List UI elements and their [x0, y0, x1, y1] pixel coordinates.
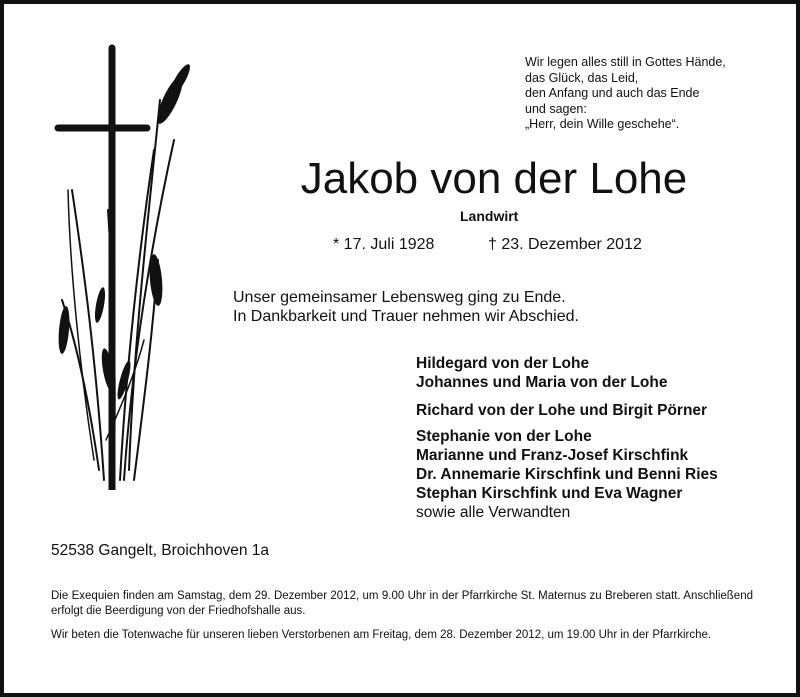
death-date: † 23. Dezember 2012: [488, 236, 642, 253]
address: 52538 Gangelt, Broichhoven 1a: [51, 542, 270, 559]
verse-line: das Glück, das Leid,: [525, 70, 639, 85]
mourner: Stephanie von der Lohe: [416, 428, 592, 445]
funeral-notice: Die Exequien finden am Samstag, dem 29. Dezember 2012, um 9.00 Uhr in der Pfarrkirche St. Maternus zu Breberen statt. Anschließend erfolgt die Beerdigung von der Friedhofshalle aus.: [51, 590, 753, 617]
birth-date: * 17. Juli 1928: [333, 236, 435, 253]
verse-line: Wir legen alles still in Gottes Hände,: [525, 55, 726, 69]
verse-line: „Herr, dein Wille geschehe“.: [525, 117, 680, 131]
wake-notice: Wir beten die Totenwache für unseren lieben Verstorbenen am Freitag, dem 28. Dezember 2012, um 19.00 Uhr in der Pfarrkirche.: [51, 629, 712, 641]
mourner: Johannes und Maria von der Lohe: [416, 374, 668, 391]
mourner: Richard von der Lohe und Birgit Pörner: [416, 402, 708, 419]
mourner: Dr. Annemarie Kirschfink und Benni Ries: [416, 466, 718, 483]
mourners-group-3: [416, 427, 718, 522]
deceased-name: Jakob von der Lohe: [300, 154, 688, 203]
mourners-group-1: [416, 354, 667, 392]
mourners-group-2: [416, 401, 707, 420]
verse-line: den Anfang und auch das Ende: [525, 86, 700, 100]
verse-line: und sagen:: [525, 101, 587, 116]
farewell-line: In Dankbarkeit und Trauer nehmen wir Abschied.: [233, 308, 579, 325]
verse: [525, 55, 726, 133]
mourner: Hildegard von der Lohe: [416, 355, 590, 372]
farewell-text: [233, 288, 579, 326]
farewell-line: Unser gemeinsamer Lebensweg ging zu Ende.: [233, 289, 566, 306]
mourner-others: sowie alle Verwandten: [416, 504, 571, 521]
cross-with-wheat-icon: [44, 40, 204, 490]
occupation: Landwirt: [460, 208, 519, 224]
mourner: Stephan Kirschfink und Eva Wagner: [416, 485, 683, 502]
mourner: Marianne und Franz-Josef Kirschfink: [416, 447, 689, 464]
